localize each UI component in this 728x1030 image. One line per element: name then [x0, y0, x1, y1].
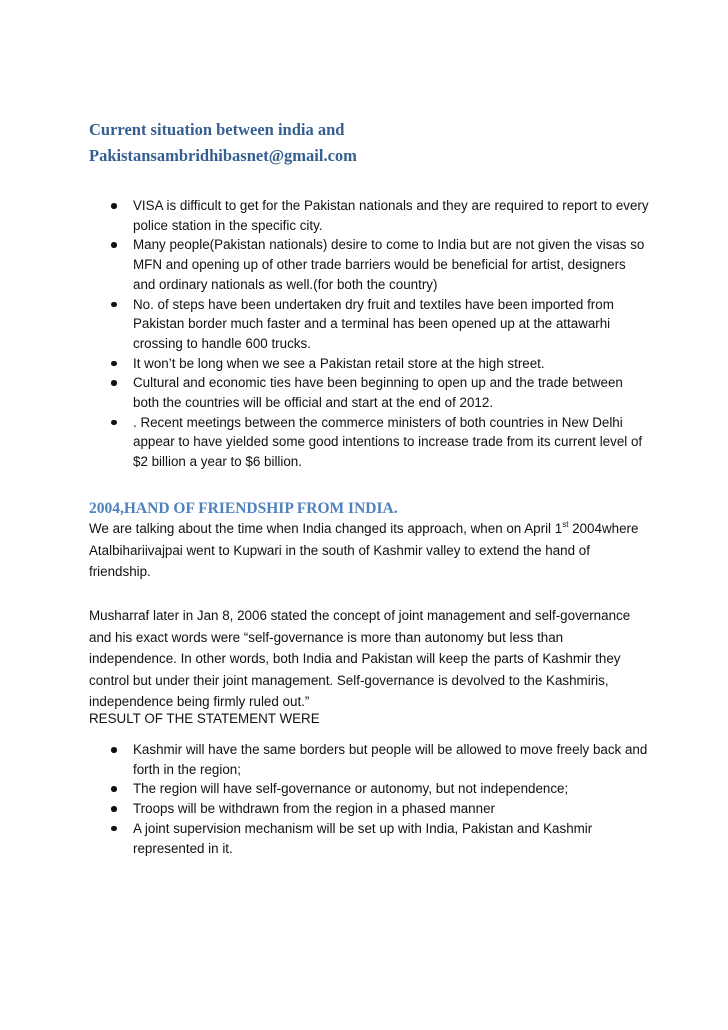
list-item	[89, 779, 649, 799]
bullet-icon	[111, 302, 117, 308]
superscript: st	[562, 519, 569, 529]
bullet-icon	[111, 826, 117, 832]
list-item-text: . Recent meetings between the commerce ministers of both countries in New Delhi appear to have yielded some good intentions to increase trade from its current level of $2 billion a year to $6 billion.	[133, 414, 643, 470]
list-item	[89, 295, 649, 354]
section-heading: 2004,HAND OF FRIENDSHIP FROM INDIA.	[89, 500, 398, 517]
list-item	[89, 740, 649, 779]
result-bullet-list	[89, 740, 649, 858]
list-item-text: The region will have self-governance or autonomy, but not independence;	[133, 781, 569, 797]
bullet-icon	[111, 806, 117, 812]
list-item	[89, 235, 649, 294]
situation-bullet-list	[89, 196, 649, 472]
list-item-text: A joint supervision mechanism will be set up with India, Pakistan and Kashmir represented in it.	[133, 820, 593, 856]
list-item-text: Kashmir will have the same borders but people will be allowed to move freely back and forth in the region;	[133, 742, 648, 777]
bullet-icon	[111, 380, 117, 386]
document-heading	[89, 117, 649, 169]
bullet-icon	[111, 361, 117, 367]
list-item	[89, 373, 649, 412]
paragraph-text: 2004where Atalbihariivajpai went to Kupwari in the south of Kashmir valley to extend the hand of friendship.	[89, 521, 639, 579]
list-item	[89, 413, 649, 472]
list-item-text: It won’t be long when we see a Pakistan retail store at the high street.	[133, 355, 545, 371]
paragraph-result: RESULT OF THE STATEMENT WERE	[89, 711, 320, 726]
list-item	[89, 799, 649, 819]
list-item	[89, 819, 649, 858]
heading-line-2: Pakistansambridhibasnet@gmail.com	[89, 146, 357, 165]
paragraph-friendship	[89, 518, 649, 583]
bullet-icon	[111, 203, 117, 209]
list-item	[89, 354, 649, 374]
paragraph-musharraf: Musharraf later in Jan 8, 2006 stated the concept of joint management and self-governance and his exact words were “self-governance is more than autonomy but less than independence. In other words, both India and Pakistan will keep the parts of Kashmir they control but under their joint management. Self-governance is devolved to the Kashmiris, independence being firmly ruled out.”	[89, 608, 631, 709]
paragraph-text: We are talking about the time when India changed its approach, when on April 1	[89, 521, 563, 536]
bullet-icon	[111, 786, 117, 792]
list-item-text: No. of steps have been undertaken dry fruit and textiles have been imported from Pakistan border much faster and a terminal has been opened up at the attawarhi crossing to handle 600 trucks.	[133, 296, 614, 351]
heading-line-1: Current situation between india and	[89, 120, 345, 139]
list-item-text: VISA is difficult to get for the Pakistan nationals and they are required to report to every police station in the specific city.	[133, 198, 649, 233]
bullet-icon	[111, 242, 117, 248]
list-item	[89, 196, 649, 235]
bullet-icon	[111, 747, 117, 753]
list-item-text: Cultural and economic ties have been beginning to open up and the trade between both the countries will be official and start at the end of 2012.	[133, 375, 623, 411]
list-item-text: Many people(Pakistan nationals) desire to come to India but are not given the visas so MFN and opening up of other trade barriers would be beneficial for artist, designers and ordinary nationals as well.(for both the country)	[133, 237, 645, 292]
list-item-text: Troops will be withdrawn from the region in a phased manner	[133, 801, 495, 817]
bullet-icon	[111, 420, 117, 426]
